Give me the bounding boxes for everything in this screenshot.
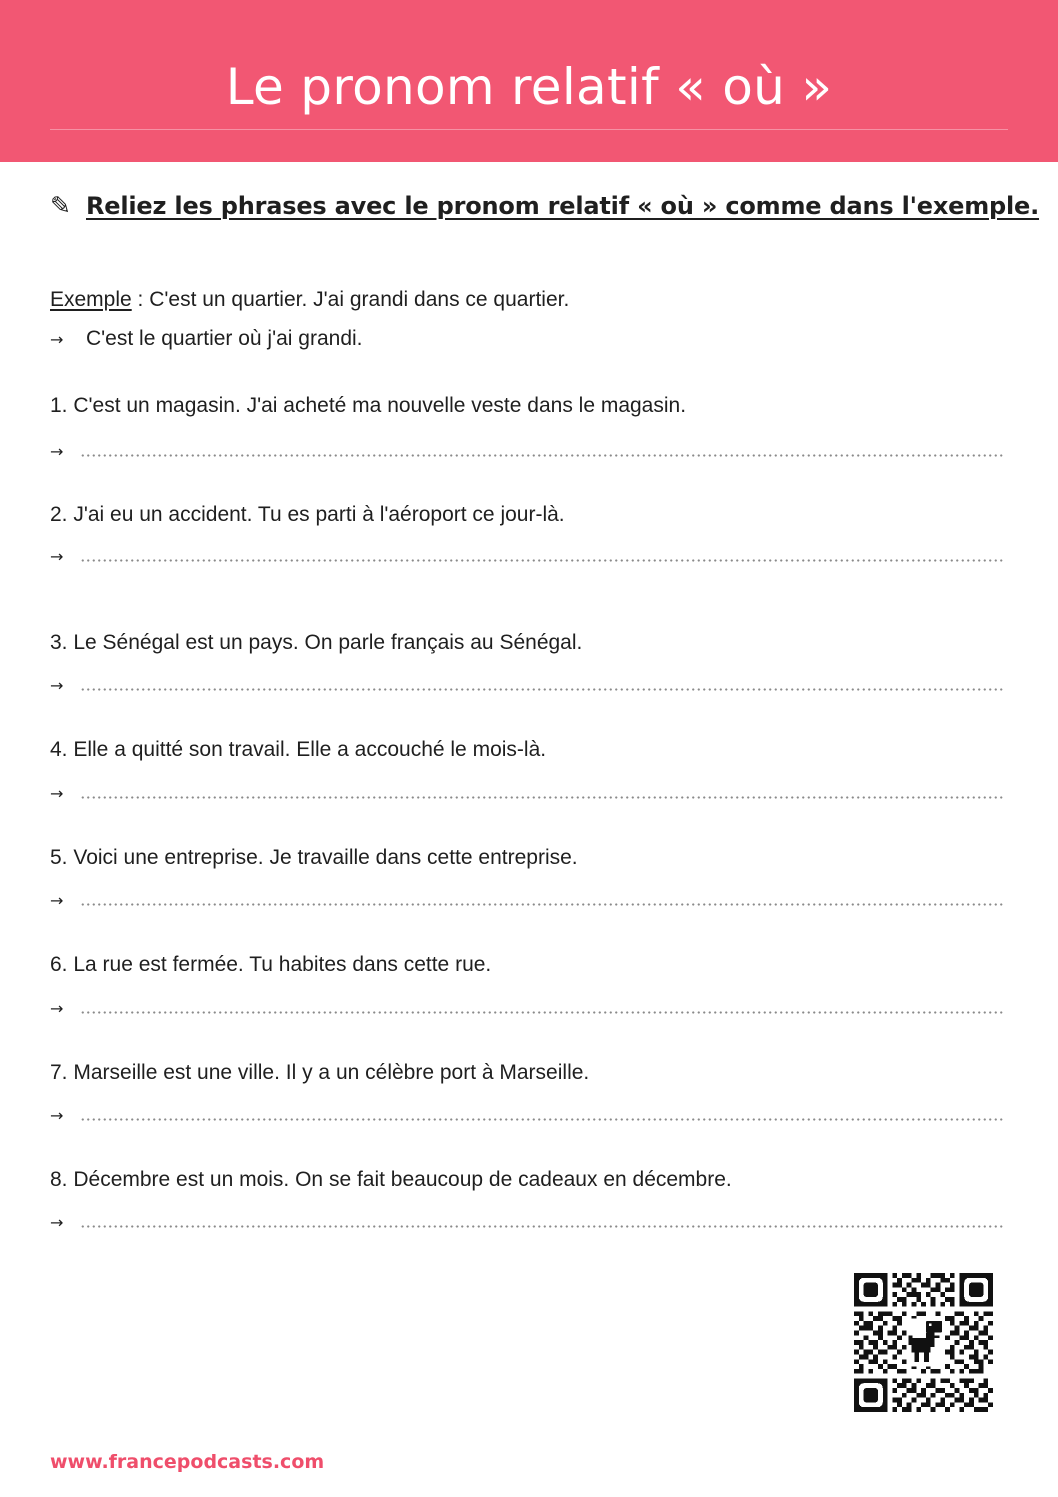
arrow-icon: → bbox=[50, 330, 64, 349]
exercise-2-prompt: 2. J'ai eu un accident. Tu es parti à l'aéroport ce jour-là. bbox=[50, 503, 565, 526]
arrow-icon: → bbox=[50, 442, 64, 461]
exercise-6-prompt: 6. La rue est fermée. Tu habites dans cette rue. bbox=[50, 953, 492, 976]
exercise-8-prompt: 8. Décembre est un mois. On se fait beaucoup de cadeaux en décembre. bbox=[50, 1168, 732, 1191]
example-separator: : bbox=[131, 288, 150, 311]
header-divider bbox=[50, 129, 1008, 130]
example-line bbox=[50, 285, 569, 315]
exercise-1-answer-field[interactable] bbox=[50, 437, 1005, 467]
exercise-6-answer-field[interactable] bbox=[50, 994, 1005, 1024]
example-answer-line bbox=[50, 324, 363, 355]
example-answer: C'est le quartier où j'ai grandi. bbox=[86, 327, 363, 350]
exercise-5-prompt: 5. Voici une entreprise. Je travaille dans cette entreprise. bbox=[50, 846, 578, 869]
dotted-answer-line bbox=[80, 1011, 1005, 1014]
exercise-3-answer-field[interactable] bbox=[50, 671, 1005, 701]
instruction bbox=[50, 188, 1040, 224]
arrow-icon: → bbox=[50, 999, 64, 1018]
exercise-4-prompt: 4. Elle a quitté son travail. Elle a accouché le mois-là. bbox=[50, 738, 547, 761]
dotted-answer-line bbox=[80, 1225, 1005, 1228]
footer-url[interactable]: www.francepodcasts.com bbox=[50, 1451, 325, 1473]
dotted-answer-line bbox=[80, 688, 1005, 691]
example-label: Exemple bbox=[50, 288, 132, 311]
exercise-4-answer-field[interactable] bbox=[50, 779, 1005, 809]
qr-code-icon[interactable] bbox=[854, 1273, 993, 1412]
exercise-2-answer-field[interactable] bbox=[50, 542, 1005, 572]
dotted-answer-line bbox=[80, 454, 1005, 457]
exercise-5-answer-field[interactable] bbox=[50, 886, 1005, 916]
example-sentence: C'est un quartier. J'ai grandi dans ce quartier. bbox=[149, 288, 570, 311]
exercise-1-prompt: 1. C'est un magasin. J'ai acheté ma nouvelle veste dans le magasin. bbox=[50, 394, 687, 417]
dotted-answer-line bbox=[80, 559, 1005, 562]
instruction-text: Reliez les phrases avec le pronom relatif « où » comme dans l'exemple. bbox=[86, 192, 1040, 220]
exercise-7-prompt: 7. Marseille est une ville. Il y a un célèbre port à Marseille. bbox=[50, 1061, 590, 1084]
arrow-icon: → bbox=[50, 784, 64, 803]
arrow-icon: → bbox=[50, 891, 64, 910]
dotted-answer-line bbox=[80, 1118, 1005, 1121]
pencil-icon: ✎ bbox=[50, 191, 71, 220]
page-title: Le pronom relatif « où » bbox=[225, 58, 833, 116]
exercise-8-answer-field[interactable] bbox=[50, 1208, 1005, 1238]
arrow-icon: → bbox=[50, 676, 64, 695]
exercise-3-prompt: 3. Le Sénégal est un pays. On parle français au Sénégal. bbox=[50, 631, 583, 654]
arrow-icon: → bbox=[50, 1213, 64, 1232]
dotted-answer-line bbox=[80, 903, 1005, 906]
arrow-icon: → bbox=[50, 547, 64, 566]
arrow-icon: → bbox=[50, 1106, 64, 1125]
header-banner bbox=[0, 0, 1058, 162]
dotted-answer-line bbox=[80, 796, 1005, 799]
exercise-7-answer-field[interactable] bbox=[50, 1101, 1005, 1131]
